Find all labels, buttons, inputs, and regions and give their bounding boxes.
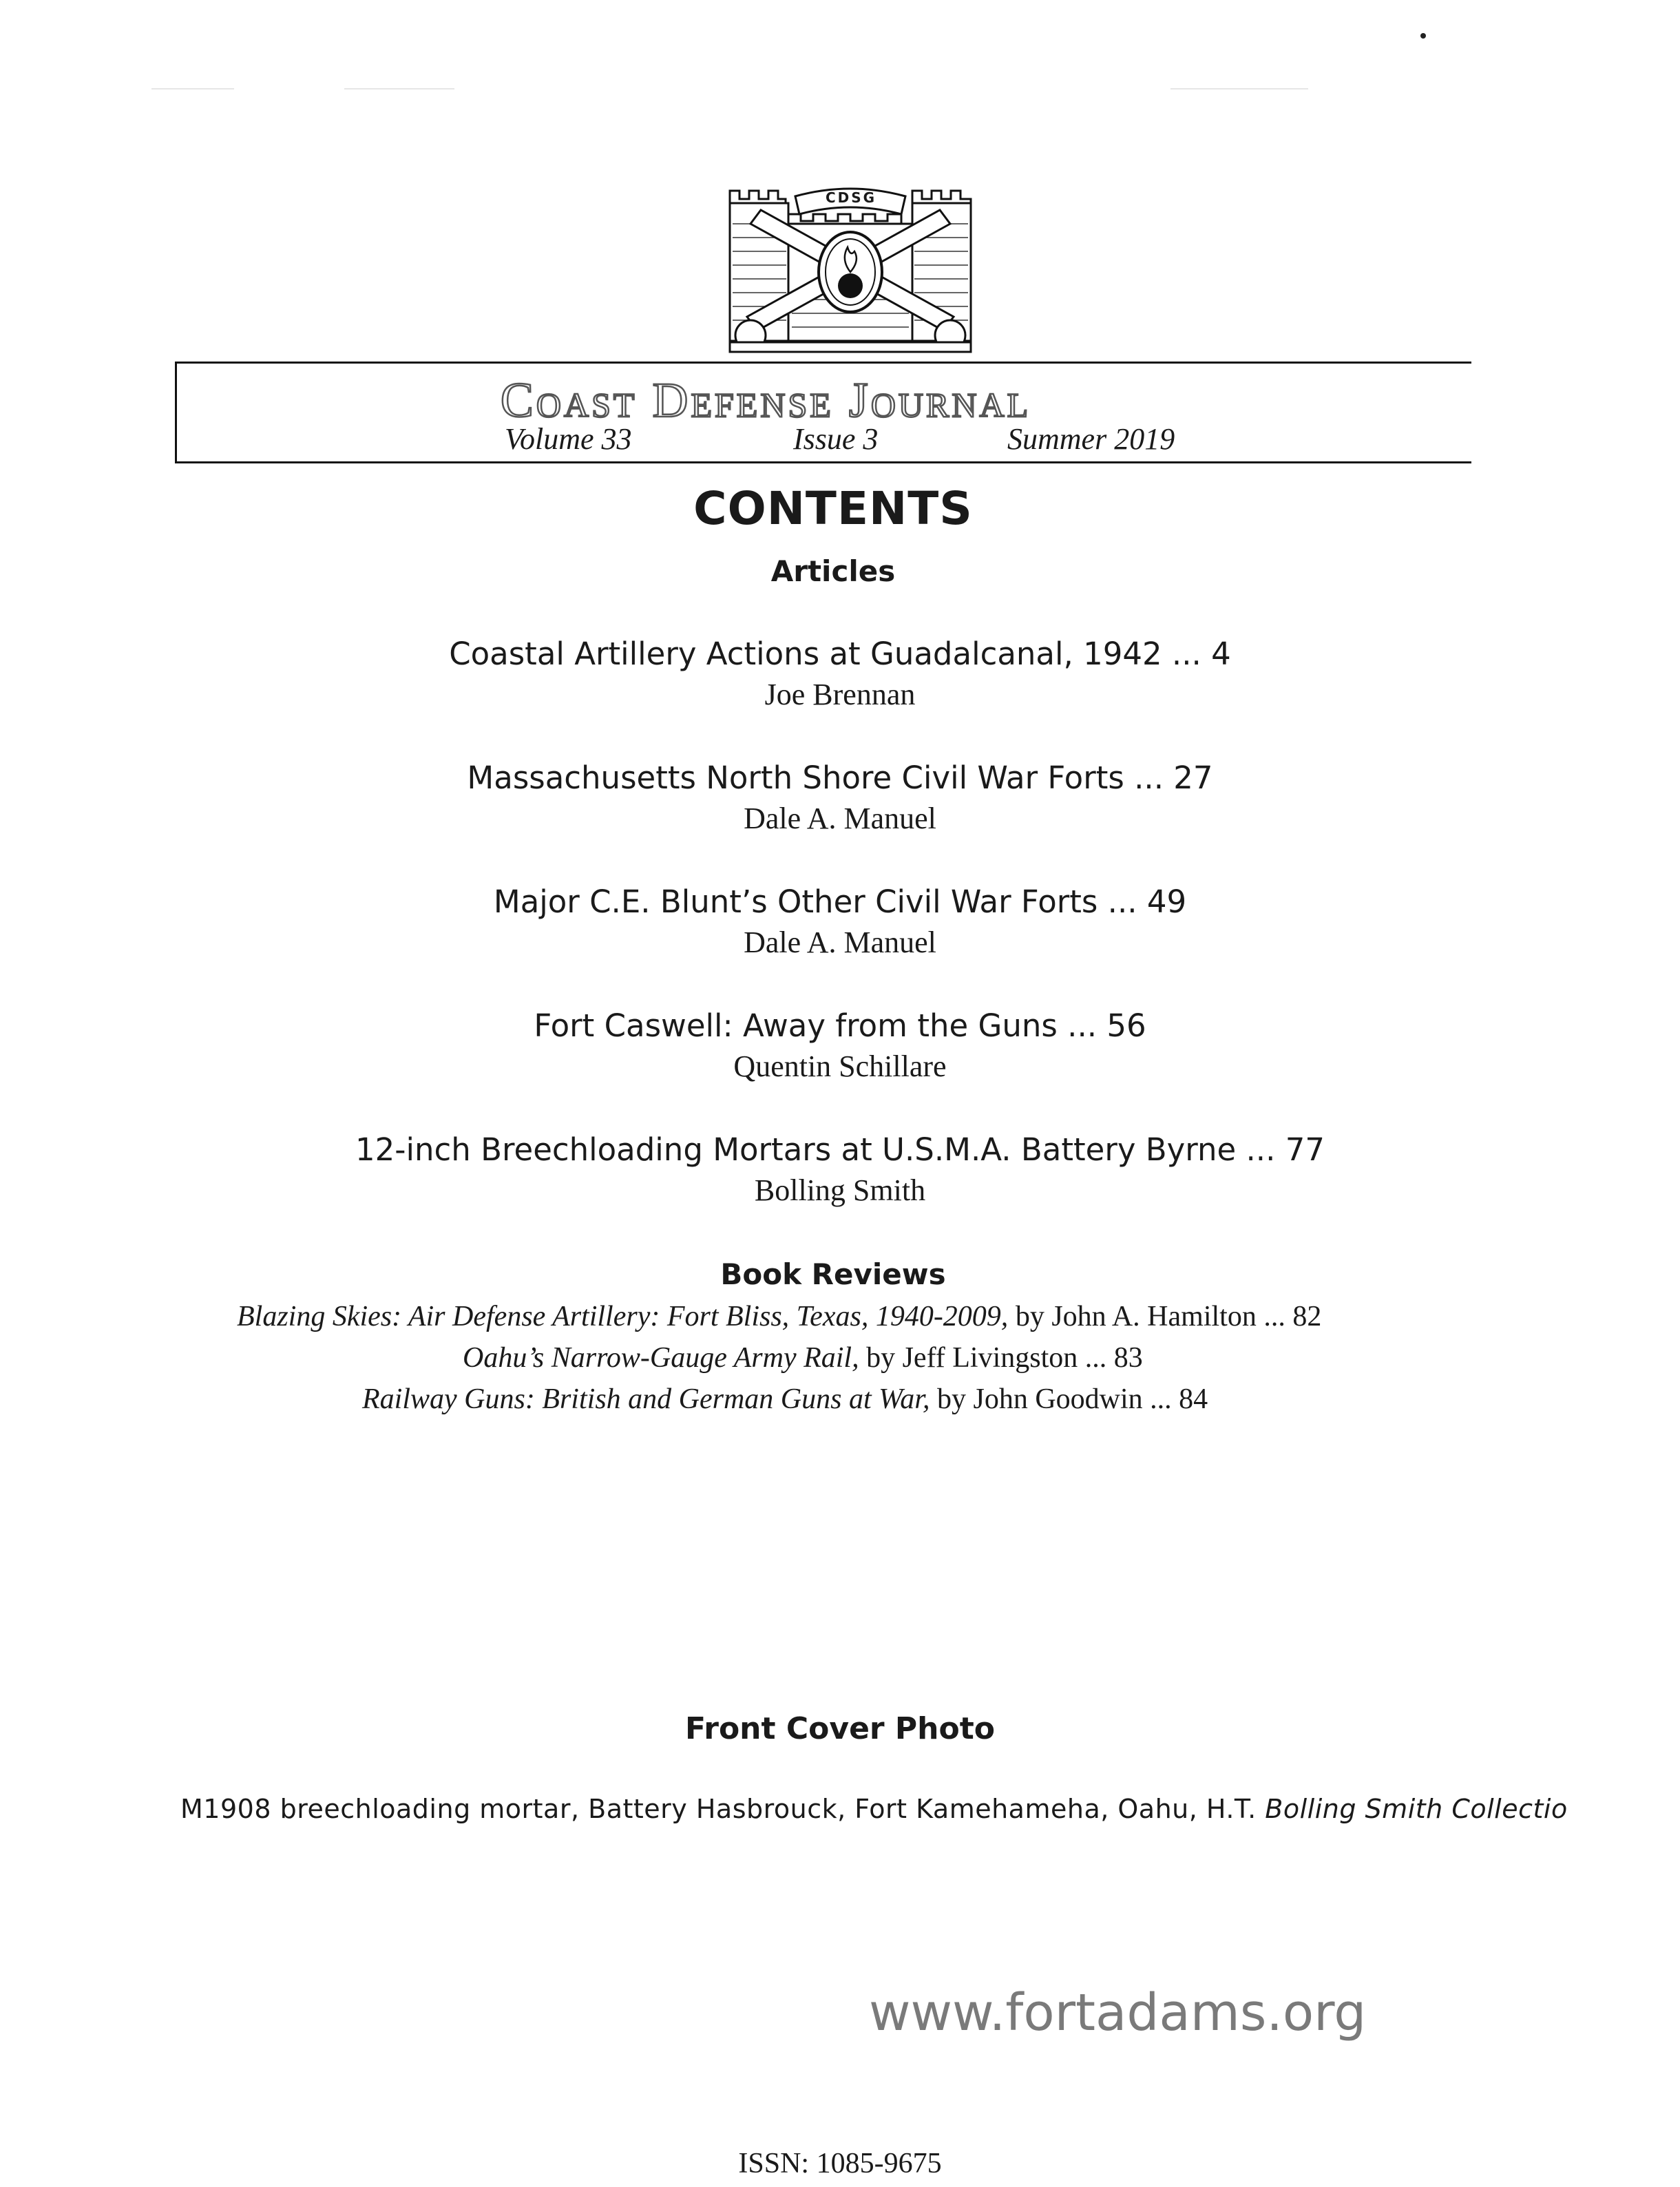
book-title: Railway Guns: British and German Guns at War, bbox=[362, 1383, 930, 1415]
article-entry bbox=[0, 634, 1680, 715]
scan-speck bbox=[1420, 33, 1426, 39]
article-author: Dale A. Manuel bbox=[744, 925, 936, 959]
book-title: Blazing Skies: Air Defense Artillery: Fort Bliss, Texas, 1940-2009, bbox=[237, 1301, 1009, 1332]
book-review-entry bbox=[237, 1300, 1321, 1333]
book-byline: by John A. Hamilton ... 82 bbox=[1008, 1301, 1322, 1332]
article-author: Dale A. Manuel bbox=[744, 802, 936, 835]
article-entry bbox=[0, 757, 1680, 839]
cdsg-logo bbox=[723, 182, 978, 362]
journal-title: Coast Defense Journal bbox=[500, 373, 1031, 428]
scan-line bbox=[151, 88, 234, 90]
book-byline: by Jeff Livingston ... 83 bbox=[859, 1342, 1143, 1374]
article-entry bbox=[0, 1005, 1680, 1087]
volume-label: Volume 33 bbox=[505, 422, 632, 456]
book-byline: by John Goodwin ... 84 bbox=[930, 1383, 1208, 1415]
article-title: 12-inch Breechloading Mortars at U.S.M.A. Battery Byrne ... 77 bbox=[355, 1131, 1325, 1168]
journal-header-box bbox=[175, 362, 1471, 463]
scan-line bbox=[344, 88, 454, 90]
book-review-entry bbox=[362, 1383, 1208, 1416]
article-entry bbox=[0, 1129, 1680, 1211]
book-reviews-heading: Book Reviews bbox=[720, 1257, 946, 1291]
scan-line bbox=[1170, 88, 1308, 90]
article-title: Massachusetts North Shore Civil War Forts ... 27 bbox=[467, 760, 1213, 796]
book-review-entry bbox=[463, 1341, 1143, 1374]
book-title: Oahu’s Narrow-Gauge Army Rail, bbox=[463, 1342, 859, 1374]
cover-caption-text: M1908 breechloading mortar, Battery Hasbrouck, Fort Kamehameha, Oahu, H.T. bbox=[180, 1794, 1257, 1824]
front-cover-caption bbox=[180, 1794, 1568, 1824]
issue-label: Issue 3 bbox=[793, 422, 879, 456]
article-title: Coastal Artillery Actions at Guadalcanal, 1942 ... 4 bbox=[449, 636, 1231, 672]
article-author: Joe Brennan bbox=[764, 678, 916, 711]
article-entry bbox=[0, 881, 1680, 963]
articles-heading: Articles bbox=[770, 554, 896, 588]
article-author: Bolling Smith bbox=[754, 1173, 926, 1207]
article-author: Quentin Schillare bbox=[733, 1049, 947, 1083]
contents-title: CONTENTS bbox=[693, 482, 973, 535]
article-title: Major C.E. Blunt’s Other Civil War Forts ... 49 bbox=[493, 883, 1187, 920]
front-cover-heading: Front Cover Photo bbox=[685, 1711, 995, 1746]
issn-number: ISSN: 1085-9675 bbox=[738, 2148, 942, 2179]
article-title: Fort Caswell: Away from the Guns ... 56 bbox=[534, 1007, 1146, 1044]
season-label: Summer 2019 bbox=[1007, 422, 1175, 456]
website-watermark: www.fortadams.org bbox=[869, 1983, 1367, 2042]
cover-photo-credit: Bolling Smith Collectio bbox=[1265, 1794, 1568, 1824]
logo-text: CDSG bbox=[825, 189, 877, 206]
